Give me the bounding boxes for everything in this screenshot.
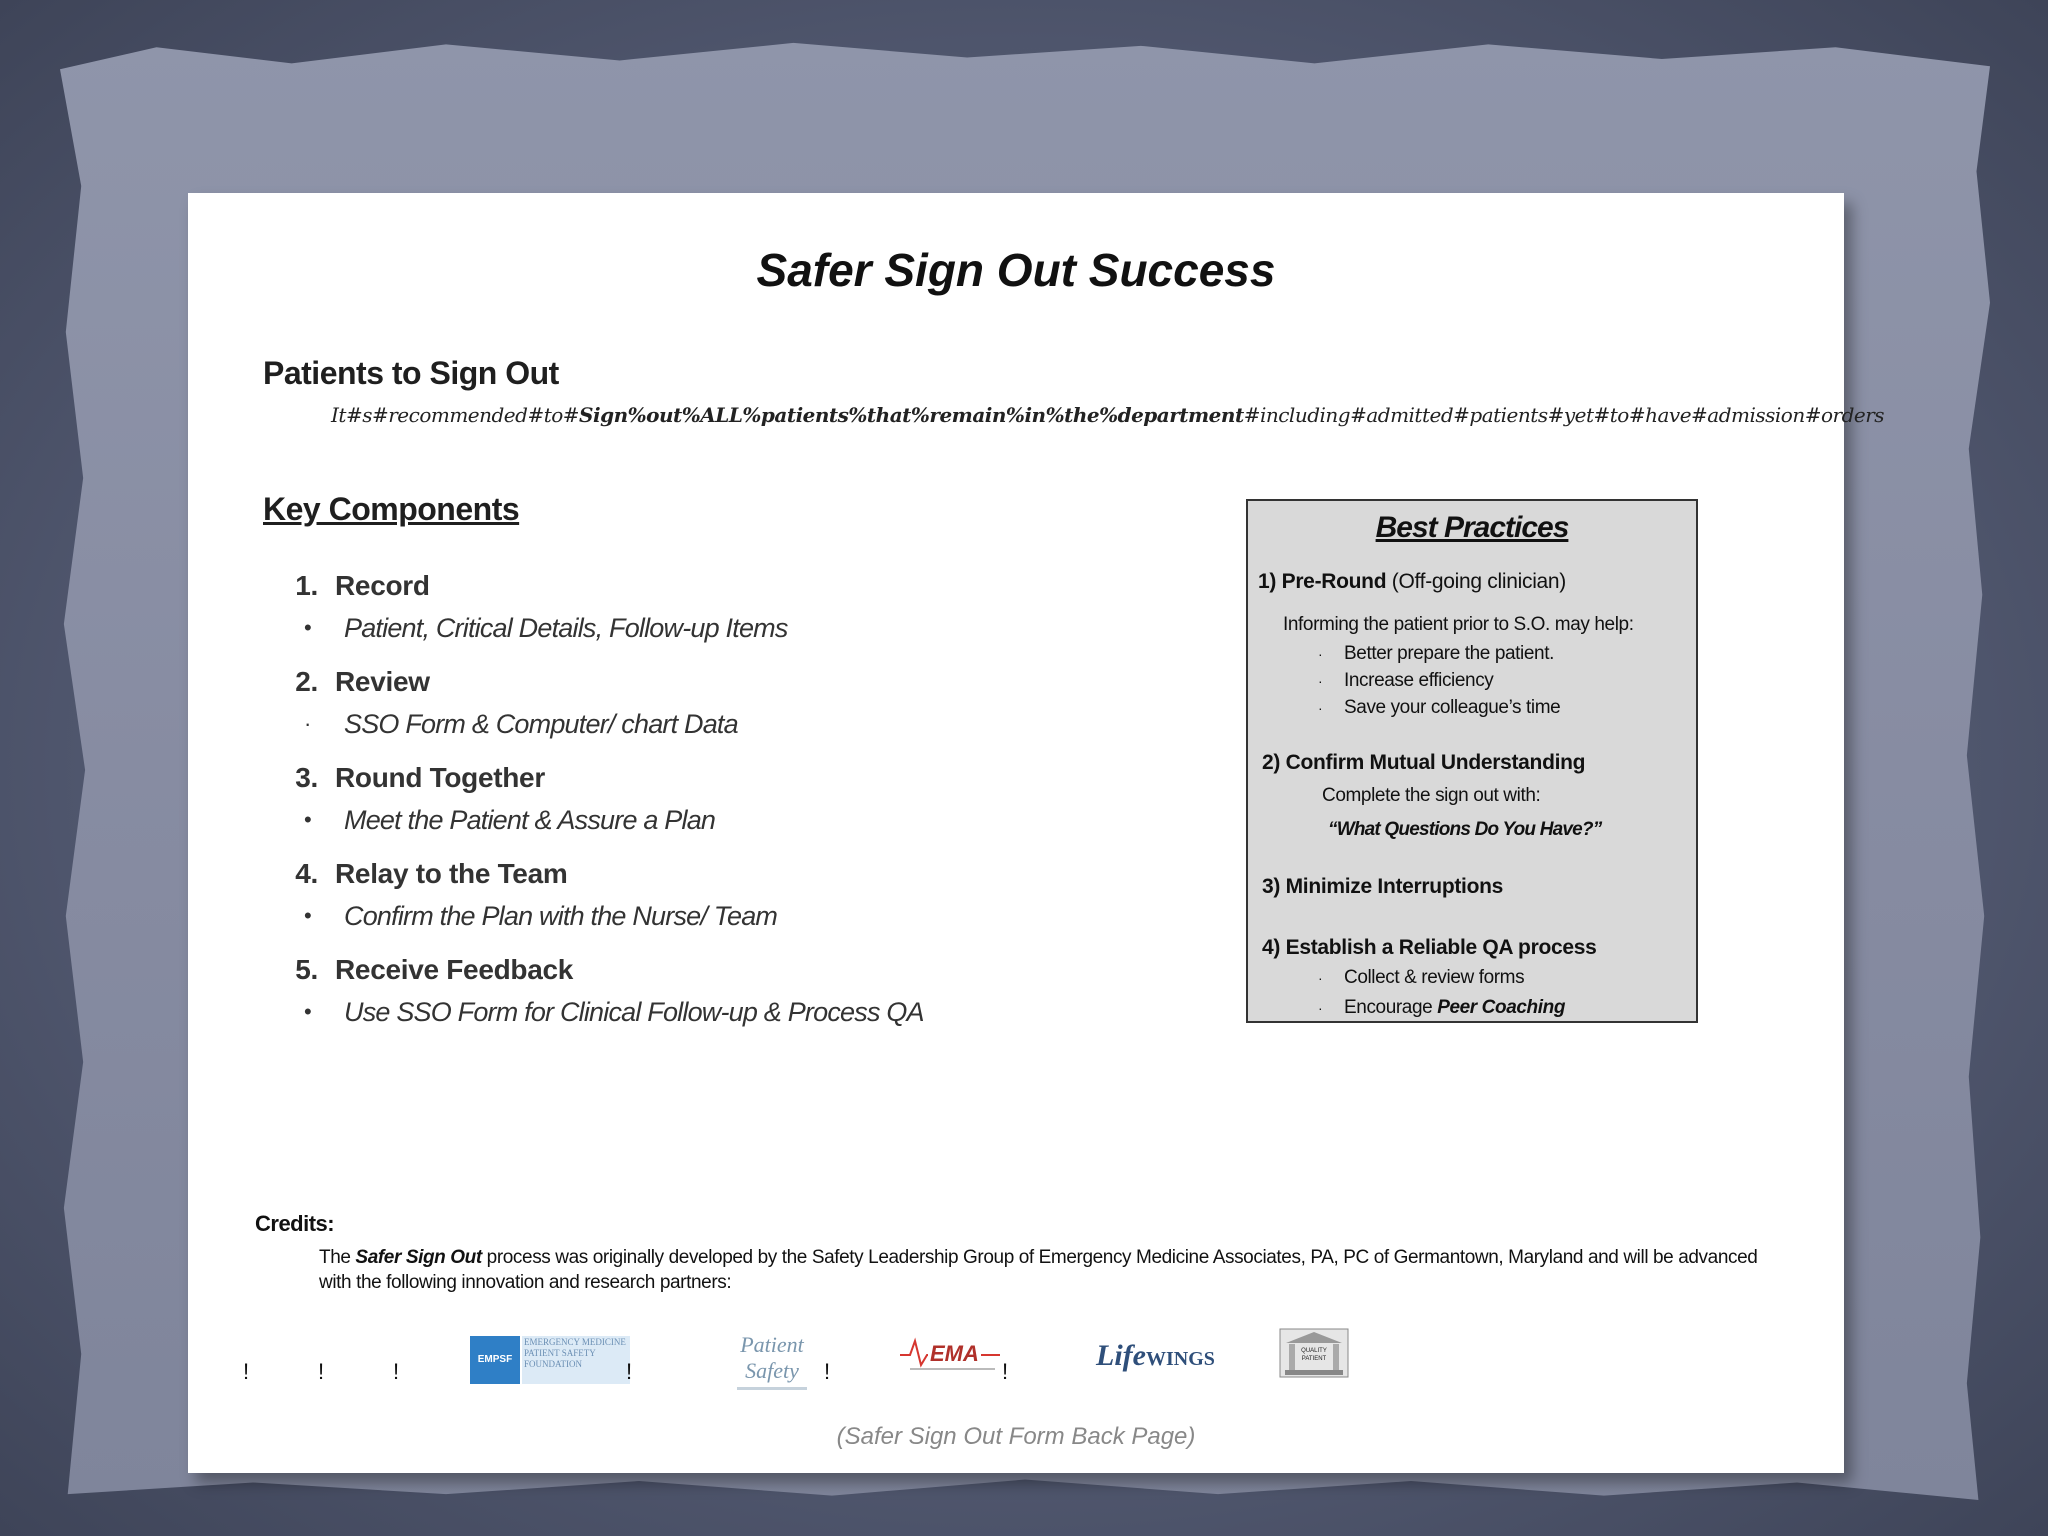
list-item (278, 949, 1078, 1033)
empsf-logo (470, 1336, 633, 1384)
item-title: Record (335, 570, 430, 601)
item-title: Relay to the Team (335, 858, 568, 889)
stray-mark: ! (243, 1359, 250, 1384)
credits-paragraph (319, 1245, 1759, 1295)
patients-heading: Patients to Sign Out (263, 355, 559, 391)
ema-text: EMA (930, 1341, 979, 1366)
page-title: Safer Sign Out Success (756, 244, 1276, 296)
credits-pre: The (319, 1247, 356, 1268)
patient-safety-text: Patient Safety (740, 1332, 804, 1383)
lifewings-logo (1096, 1339, 1226, 1379)
pre-round-benefit: Save your colleague’s time (1344, 697, 1561, 718)
document-page (188, 193, 1885, 1473)
qa-item-bold: Peer Coaching (1437, 997, 1566, 1018)
credits-heading: Credits: (255, 1211, 335, 1236)
pre-round-note: (Off-going clinician) (1386, 570, 1567, 593)
empsf-text: EMERGENCY MEDICINE PATIENT SAFETY FOUNDATION (522, 1336, 630, 1384)
bullet: • (304, 903, 311, 928)
rec-text-post: #including#admitted#patients#yet#to#have#admission#orders (1243, 403, 1885, 427)
bullet: · (1318, 970, 1323, 986)
empsf-badge: EMPSF (470, 1336, 520, 1384)
item-detail: Use SSO Form for Clinical Follow-up & Process QA (344, 996, 924, 1027)
stray-mark: ! (626, 1359, 633, 1384)
lifewings-script: Life (1096, 1339, 1146, 1372)
rec-text-pre: It#s#recommended#to# (331, 403, 580, 427)
mutual-understanding-quote: “What Questions Do You Have?” (1328, 819, 1602, 840)
mutual-understanding-heading: 2) Confirm Mutual Understanding (1262, 751, 1586, 774)
logo-rule (737, 1387, 807, 1390)
credits-bold: Safer Sign Out (355, 1247, 482, 1268)
ema-logo (900, 1333, 1000, 1377)
item-title: Receive Feedback (335, 954, 574, 985)
patients-recommendation (331, 403, 1884, 427)
lifewings-caps: WINGS (1145, 1348, 1215, 1370)
rec-text-bold: Sign%out%ALL%patients%that%remain%in%the%department (579, 403, 1244, 427)
best-practices-box (1246, 499, 1698, 1023)
mutual-understanding-text: Complete the sign out with: (1322, 785, 1541, 806)
stray-mark: ! (1002, 1359, 1009, 1384)
list-item (278, 661, 1078, 745)
minimize-interruptions-heading: 3) Minimize Interruptions (1262, 875, 1504, 898)
best-practices-title: Best Practices (1375, 511, 1569, 544)
patient-safety-logo (716, 1326, 828, 1383)
item-number: 4. (295, 858, 318, 889)
item-detail: Patient, Critical Details, Follow-up Items (344, 612, 788, 643)
pre-round-benefit: Better prepare the patient. (1344, 643, 1554, 664)
seal-text: QUALITY PATIENT (1301, 1348, 1327, 1362)
item-title: Round Together (335, 762, 545, 793)
item-number: 2. (295, 666, 318, 697)
list-item (1318, 967, 1524, 989)
bullet: · (1318, 673, 1323, 689)
list-item (278, 853, 1078, 937)
pre-round-label: 1) Pre-Round (1258, 570, 1387, 593)
item-number: 5. (295, 954, 318, 985)
item-number: 1. (295, 570, 318, 601)
credits-post: process was originally developed by the Safety Leadership Group of Emergency Medicine Associates, PA, PC of Germantown, Maryland and will be advanced with the following innovation and research partners: (319, 1247, 1758, 1293)
key-components-heading: Key Components (263, 491, 520, 527)
bullet: · (1318, 700, 1323, 716)
pre-round-text: Informing the patient prior to S.O. may help: (1283, 614, 1634, 635)
item-title: Review (335, 666, 430, 697)
bullet: · (1318, 1000, 1323, 1016)
list-item (278, 757, 1078, 841)
bullet: · (304, 711, 311, 736)
bullet: · (1318, 646, 1323, 662)
item-number: 3. (295, 762, 318, 793)
pre-round-benefit: Increase efficiency (1344, 670, 1494, 691)
item-detail: Meet the Patient & Assure a Plan (344, 804, 716, 835)
page-footer: (Safer Sign Out Form Back Page) (836, 1423, 1196, 1450)
key-components-list (278, 565, 1078, 1045)
bullet: • (304, 615, 311, 640)
bullet: • (304, 999, 311, 1024)
item-detail: Confirm the Plan with the Nurse/ Team (344, 900, 778, 931)
qa-process-heading: 4) Establish a Reliable QA process (1262, 936, 1597, 959)
list-item (1318, 997, 1565, 1019)
stray-mark: ! (824, 1359, 831, 1384)
stray-mark: ! (318, 1359, 325, 1384)
quality-seal-logo (1276, 1327, 1352, 1379)
list-item (1318, 670, 1493, 692)
bullet: • (304, 807, 311, 832)
qa-item: Collect & review forms (1344, 967, 1525, 988)
list-item (1318, 697, 1560, 719)
item-detail: SSO Form & Computer/ chart Data (344, 708, 738, 739)
qa-item-pre: Encourage (1344, 997, 1438, 1018)
list-item (278, 565, 1078, 649)
list-item (1318, 643, 1554, 665)
stray-mark: ! (393, 1359, 400, 1384)
pre-round-heading (1258, 570, 1566, 594)
